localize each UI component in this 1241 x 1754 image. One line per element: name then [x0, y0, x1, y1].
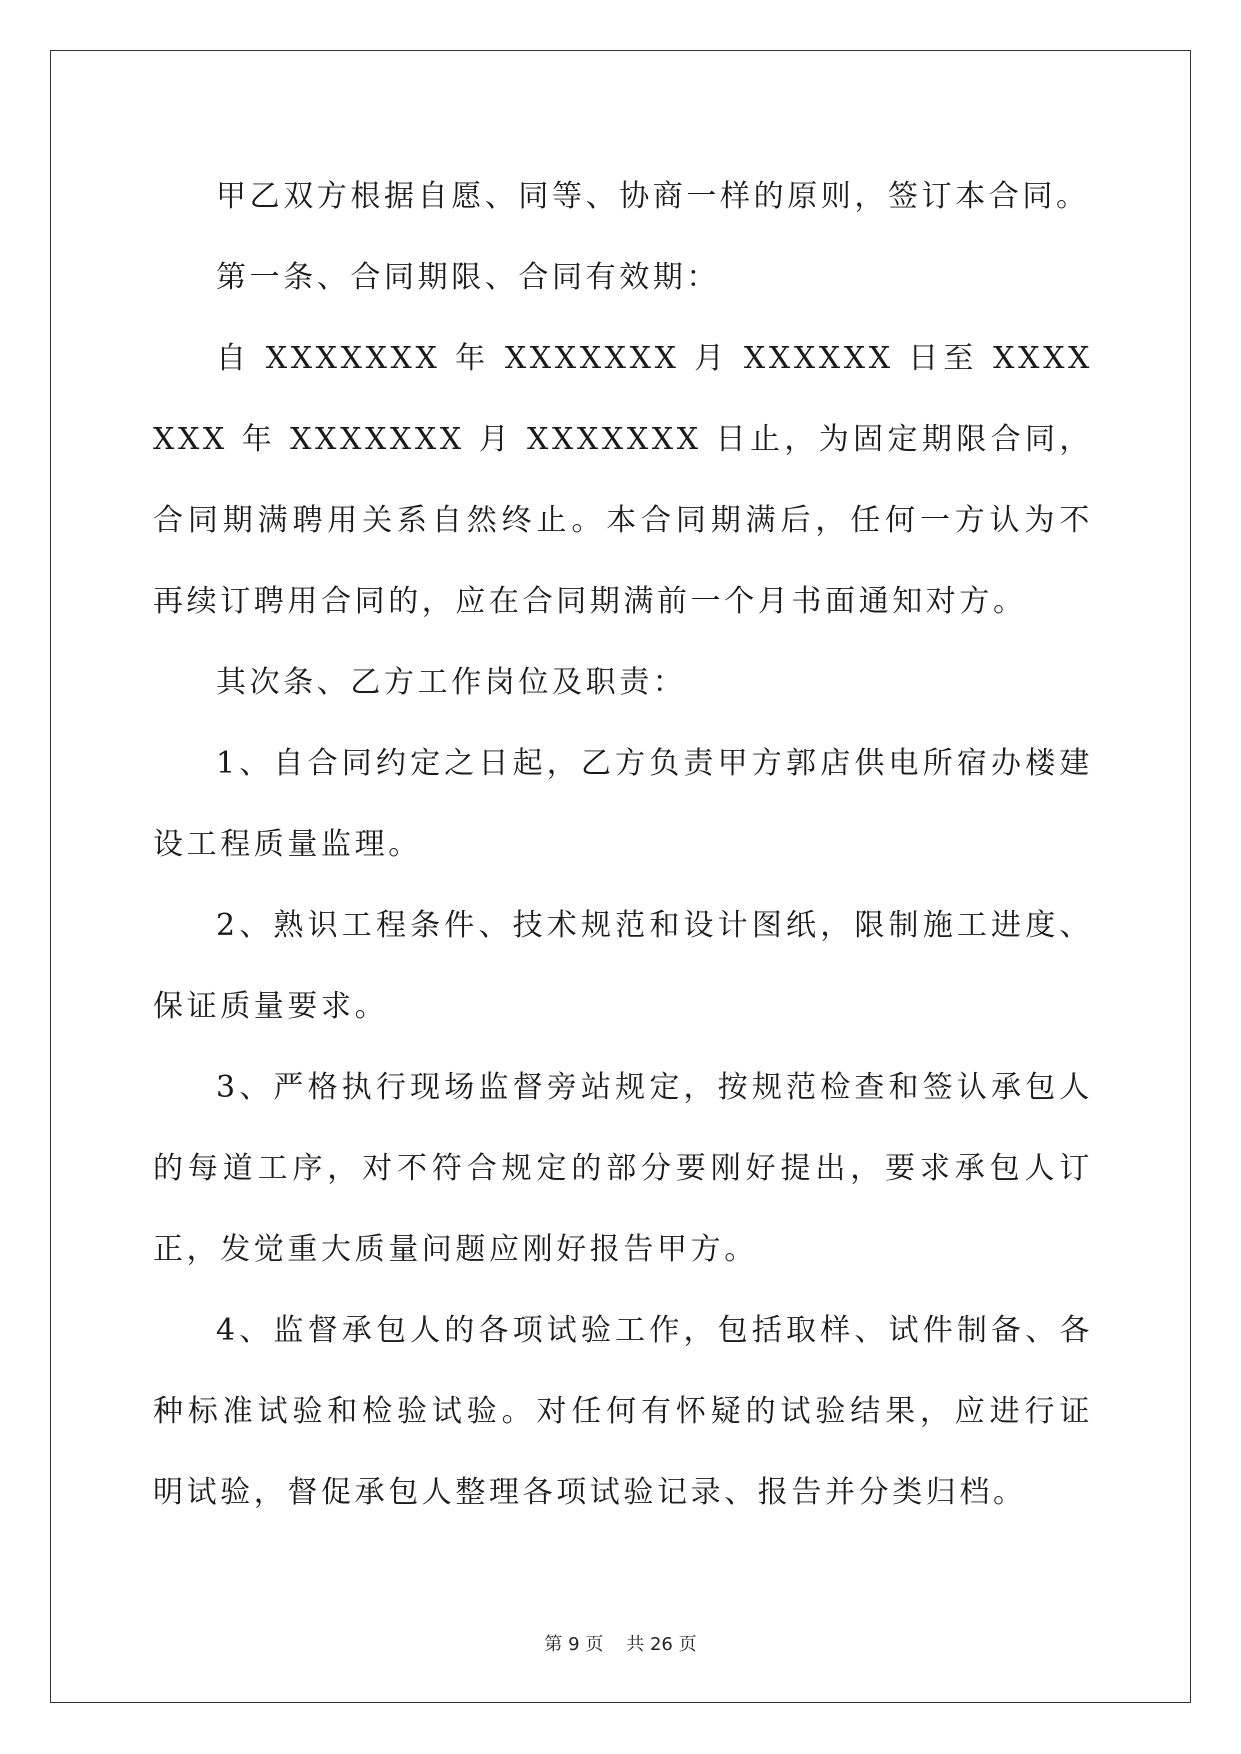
paragraph-article-1-title: 第一条、合同期限、合同有效期： [216, 260, 720, 295]
paragraph-duty-2: 2、熟识工程条件、技术规范和设计图纸，限制施工进度、保证质量要求。 [153, 908, 1093, 1024]
page-total: 共 26 页 [626, 1634, 697, 1655]
paragraph-article-2-title: 其次条、乙方工作岗位及职责： [216, 665, 687, 700]
paragraph-contract-period: 自 XXXXXXX 年 XXXXXXX 月 XXXXXX 日至 XXXXXXX 年 XXXXXXX 月 XXXXXXX 日止，为固定期限合同，合同期满聘用关系自然终止。本合同期满后，任何一方认为不再续订聘用合同的，应在合同期满前一个月书面通知对方。 [153, 341, 1093, 619]
page-footer [0, 1630, 1241, 1656]
page-number: 第 9 页 [544, 1634, 604, 1655]
paragraph-duty-4: 4、监督承包人的各项试验工作，包括取样、试件制备、各种标准试验和检验试验。对任何有怀疑的试验结果，应进行证明试验，督促承包人整理各项试验记录、报告并分类归档。 [153, 1313, 1093, 1510]
document-body [153, 156, 1093, 1533]
paragraph-duty-1: 1、自合同约定之日起，乙方负责甲方郭店供电所宿办楼建设工程质量监理。 [153, 746, 1093, 862]
paragraph-principle: 甲乙双方根据自愿、同等、协商一样的原则，签订本合同。 [216, 179, 1090, 214]
paragraph-duty-3: 3、严格执行现场监督旁站规定，按规范检查和签认承包人的每道工序，对不符合规定的部分要刚好提出，要求承包人订正，发觉重大质量问题应刚好报告甲方。 [153, 1070, 1093, 1267]
